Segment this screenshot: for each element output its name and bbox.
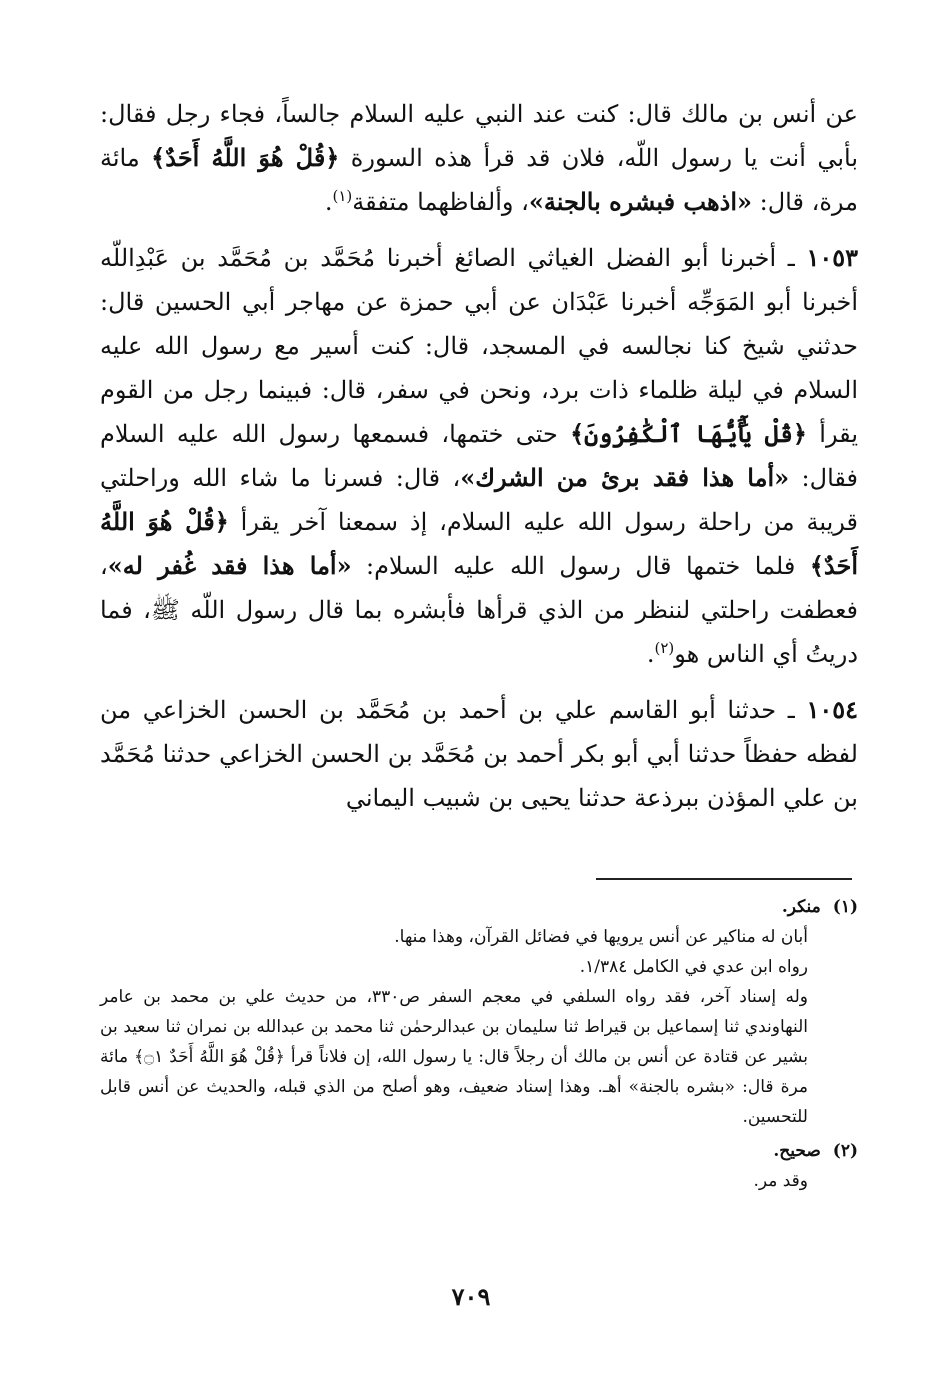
footnote-marker: (٢) <box>832 1141 858 1161</box>
text-run: ، فعطفت راحلتي لننظر من الذي قرأها فأبشره بما قال رسول اللّه ﷺ، فما دريتُ أي الناس هو <box>100 552 858 668</box>
footnote-line: أبان له مناكير عن أنس يرويها في فضائل القرآن، وهذا منها. <box>394 927 808 947</box>
footnote-title: منكر. <box>781 897 821 917</box>
footnote-line: وقد مر. <box>753 1171 808 1191</box>
main-text <box>100 92 858 820</box>
text-run: مائة مرة، قال: <box>100 144 858 216</box>
text-run: . <box>324 188 333 216</box>
footnote-marker: (١) <box>832 897 858 917</box>
bold-hadith: «اذهب فبشره بالجنة» <box>528 187 753 216</box>
footnote-header <box>100 1136 858 1166</box>
quran-quote: ﴿قُلْ هُوَ اللَّهُ أَحَدٌ﴾ <box>100 507 858 580</box>
hadith-number: ١٠٥٤ <box>806 695 858 724</box>
text-run: ـ حدثنا أبو القاسم علي بن أحمد بن مُحَمَّد بن الحسن الخزاعي من لفظه حفظاً حدثنا أبي أبو بكر أحمد بن مُحَمَّد بن الحسن الخزاعي حدثنا مُحَمَّد بن علي المؤذن ببرذعة حدثنا يحيى بن شبيب اليماني <box>100 696 858 812</box>
paragraph-1054 <box>100 688 858 820</box>
footnote-line: رواه ابن عدي في الكامل ١/٣٨٤. <box>579 957 808 977</box>
text-run: . <box>646 640 655 668</box>
footnote-title: صحيح. <box>773 1141 821 1161</box>
bold-hadith: «أما هذا فقد غُفر له» <box>107 551 352 580</box>
text-run: عن أنس بن مالك قال: كنت عند النبي عليه السلام جالساً، فجاء رجل فقال: بأبي أنت يا رسول اللّه، فلان قد قرأ هذه السورة <box>100 100 858 172</box>
text-run: فلما ختمها قال رسول الله عليه السلام: <box>351 552 810 580</box>
footnote-line: وله إسناد آخر، فقد رواه السلفي في معجم السفر ص٣٣٠، من حديث علي بن محمد بن عامر النهاوندي ثنا إسماعيل بن قيراط ثنا سليمان بن عبدالرحمٰن ثنا محمد بن عبدالله بن نمران ثنا سعيد بن بشير عن قتادة عن أنس بن مالك أن رجلاً قال: يا رسول الله، إن فلاناً قرأ ﴿قُلْ هُوَ اللَّهُ أَحَدٌ ۝١﴾ مائة مرة قال: «بشره بالجنة» أهـ. وهذا إسناد ضعيف، وهو أصلح من الذي قبله، والحديث عن أنس قابل للتحسين. <box>100 987 808 1127</box>
bold-hadith: «أما هذا فقد برئ من الشرك» <box>460 463 790 492</box>
footnote-header <box>100 892 858 922</box>
hadith-number: ١٠٥٣ <box>806 243 858 272</box>
quran-quote: ﴿قُلْ يَٰٓأَيُّهَا ٱلْكَٰفِرُونَ﴾ <box>570 419 807 448</box>
paragraph-1053 <box>100 236 858 676</box>
paragraph-1 <box>100 92 858 224</box>
footnote-1 <box>100 892 858 1132</box>
text-run: ، قال: فسرنا ما شاء الله وراحلتي قريبة من راحلة رسول الله عليه السلام، إذ سمعنا آخر يقرأ <box>100 464 858 536</box>
page-number: ٧٠٩ <box>451 1282 491 1311</box>
footnote-ref-1: (١) <box>332 187 353 205</box>
footnote-separator <box>596 878 852 880</box>
footnote-ref-2: (٢) <box>654 639 675 657</box>
text-run: حتى ختمها، فسمعها رسول الله عليه السلام فقال: <box>100 420 858 492</box>
footnote-2 <box>100 1136 858 1196</box>
quran-quote: ﴿قُلْ هُوَ اللَّهُ أَحَدٌ﴾ <box>151 143 340 172</box>
text-run: ـ أخبرنا أبو الفضل الغياثي الصائغ أخبرنا مُحَمَّد بن مُحَمَّد بن عَبْدِاللّه أخبرنا أبو المَوَجِّه أخبرنا عَبْدَان عن أبي حمزة عن مهاجر أبي الحسين قال: حدثني شيخ كنا نجالسه في المسجد، قال: كنت أسير مع رسول الله عليه السلام في ليلة ظلماء ذات برد، ونحن في سفر، قال: فبينما رجل من القوم يقرأ <box>100 244 859 448</box>
text-run: ، وألفاظهما متفقة <box>352 188 529 216</box>
footnotes <box>100 892 858 1200</box>
